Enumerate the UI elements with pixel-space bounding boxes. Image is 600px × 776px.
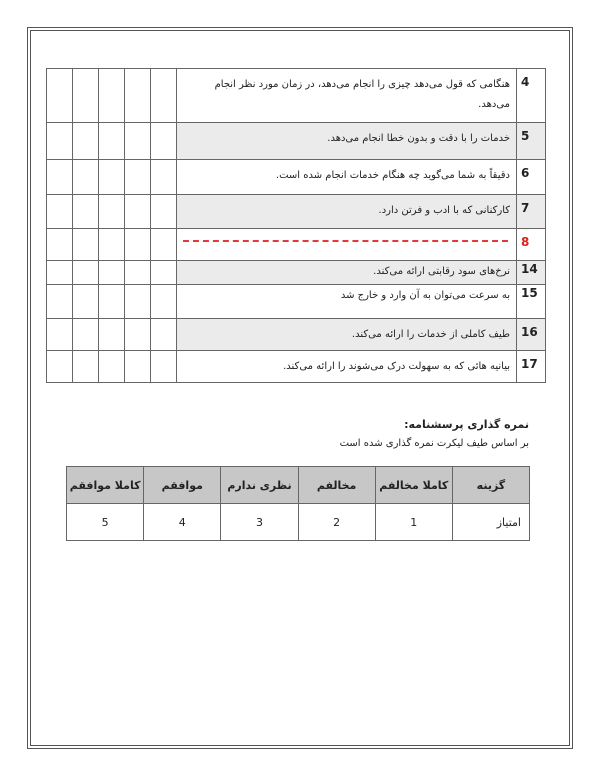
response-cell[interactable]: [47, 123, 73, 160]
scoring-header-row: [67, 467, 530, 504]
response-cell[interactable]: [99, 160, 125, 195]
item-number: 5: [517, 123, 546, 160]
score-label: امتیاز: [452, 504, 529, 541]
response-cell[interactable]: [125, 261, 151, 285]
response-cell[interactable]: [151, 229, 177, 261]
table-row: [47, 351, 546, 383]
response-cell[interactable]: [151, 123, 177, 160]
response-cell[interactable]: [99, 229, 125, 261]
item-statement: خدمات را با دقت و بدون خطا انجام می‌دهد.: [177, 123, 517, 160]
response-cell[interactable]: [151, 69, 177, 123]
item-number: 16: [517, 319, 546, 351]
response-cell[interactable]: [47, 195, 73, 229]
score-value: 5: [67, 504, 144, 541]
item-number: 7: [517, 195, 546, 229]
response-cell[interactable]: [99, 261, 125, 285]
response-cell[interactable]: [151, 261, 177, 285]
response-cell[interactable]: [125, 195, 151, 229]
item-number: 14: [517, 261, 546, 285]
scoring-title: نمره گذاری پرسشنامه:: [404, 418, 529, 431]
response-cell[interactable]: [73, 195, 99, 229]
response-cell[interactable]: [99, 351, 125, 383]
header-agree: موافقم: [144, 467, 221, 504]
table-row: [47, 123, 546, 160]
item-number: 15: [517, 285, 546, 319]
table-row: [47, 195, 546, 229]
table-row: [47, 69, 546, 123]
score-value: 3: [221, 504, 298, 541]
response-cell[interactable]: [73, 160, 99, 195]
item-number: 6: [517, 160, 546, 195]
item-number: 8: [517, 229, 546, 261]
table-row: [47, 261, 546, 285]
response-cell[interactable]: [73, 319, 99, 351]
item-number: 17: [517, 351, 546, 383]
score-value: 1: [375, 504, 452, 541]
response-cell[interactable]: [151, 351, 177, 383]
item-statement: دقیقاً به شما می‌گوید چه هنگام خدمات انجام شده است.: [177, 160, 517, 195]
response-cell[interactable]: [47, 319, 73, 351]
response-cell[interactable]: [47, 229, 73, 261]
table-row: [47, 285, 546, 319]
response-cell[interactable]: [125, 319, 151, 351]
item-statement: بیانیه هائی که به سهولت درک می‌شوند را ارائه می‌کند.: [177, 351, 517, 383]
response-cell[interactable]: [73, 229, 99, 261]
scoring-table: [66, 466, 530, 541]
response-cell[interactable]: [125, 160, 151, 195]
response-cell[interactable]: [151, 160, 177, 195]
item-statement: هنگامی که قول می‌دهد چیزی را انجام می‌دهد، در زمان مورد نظر انجام می‌دهد.: [177, 69, 517, 123]
item-statement: کارکنانی که با ادب و فرتن دارد.: [177, 195, 517, 229]
response-cell[interactable]: [99, 319, 125, 351]
item-statement: طیف کاملی از خدمات را ارائه می‌کند.: [177, 319, 517, 351]
questionnaire-table: [46, 68, 546, 383]
response-cell[interactable]: [151, 319, 177, 351]
response-cell[interactable]: [73, 285, 99, 319]
header-neutral: نظری ندارم: [221, 467, 298, 504]
response-cell[interactable]: [47, 160, 73, 195]
response-cell[interactable]: [73, 123, 99, 160]
header-strongly-agree: کاملا موافقم: [67, 467, 144, 504]
item-number: 4: [517, 69, 546, 123]
response-cell[interactable]: [125, 69, 151, 123]
item-statement: به سرعت می‌توان به آن وارد و خارج شد: [177, 285, 517, 319]
item-statement: نرخ‌های سود رقابتی ارائه می‌کند.: [177, 261, 517, 285]
response-cell[interactable]: [47, 69, 73, 123]
response-cell[interactable]: [151, 195, 177, 229]
response-cell[interactable]: [125, 285, 151, 319]
table-row: [47, 319, 546, 351]
table-row: [47, 160, 546, 195]
header-disagree: مخالفم: [298, 467, 375, 504]
score-value: 4: [144, 504, 221, 541]
response-cell[interactable]: [99, 285, 125, 319]
response-cell[interactable]: [99, 69, 125, 123]
response-cell[interactable]: [73, 69, 99, 123]
scoring-description: بر اساس طیف لیکرت نمره گذاری شده است: [339, 438, 529, 449]
header-strongly-disagree: کاملا مخالفم: [375, 467, 452, 504]
response-cell[interactable]: [73, 261, 99, 285]
redaction-line: [183, 240, 508, 242]
score-value: 2: [298, 504, 375, 541]
response-cell[interactable]: [47, 285, 73, 319]
response-cell[interactable]: [151, 285, 177, 319]
response-cell[interactable]: [125, 351, 151, 383]
response-cell[interactable]: [125, 229, 151, 261]
redacted-statement: [177, 229, 517, 261]
table-row: [47, 229, 546, 261]
response-cell[interactable]: [47, 261, 73, 285]
scoring-value-row: [67, 504, 530, 541]
response-cell[interactable]: [99, 123, 125, 160]
response-cell[interactable]: [73, 351, 99, 383]
response-cell[interactable]: [47, 351, 73, 383]
response-cell[interactable]: [125, 123, 151, 160]
response-cell[interactable]: [99, 195, 125, 229]
header-option: گزینه: [452, 467, 529, 504]
